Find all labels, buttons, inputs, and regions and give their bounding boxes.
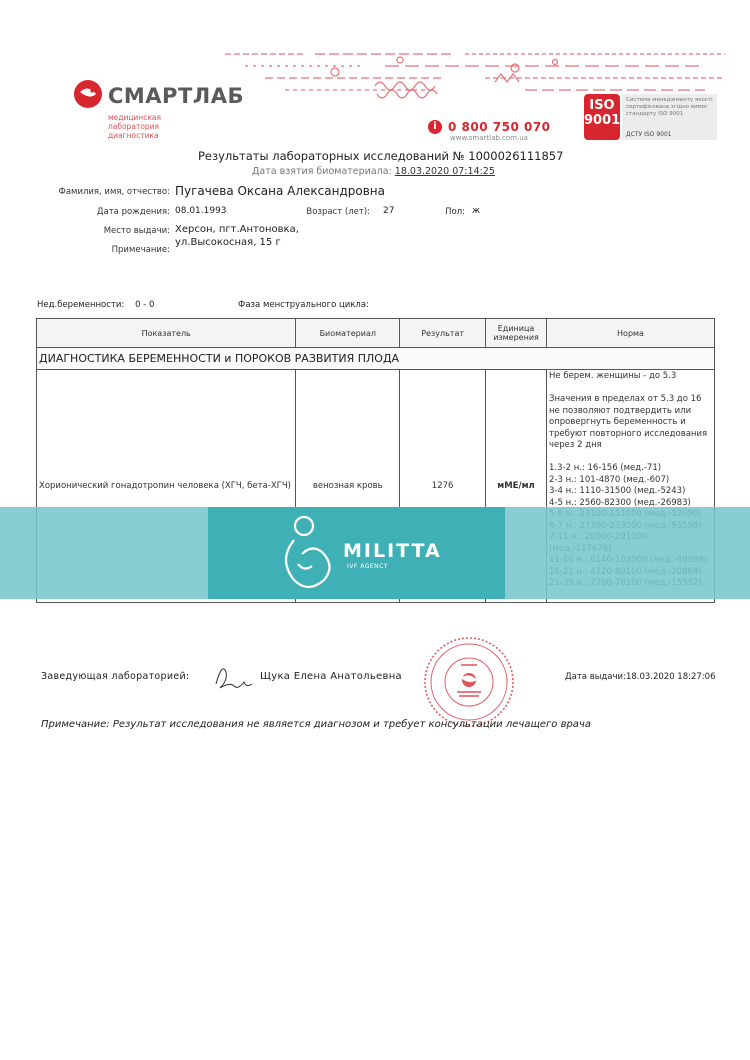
norm-line: Значения в пределах от 5.3 до 16	[549, 394, 702, 404]
patient-name: Пугачева Оксана Александровна	[175, 184, 385, 198]
iso-dstu: ДСТУ ISO 9001	[626, 131, 672, 138]
signature-image	[210, 660, 255, 694]
smartlab-logo-icon	[72, 78, 104, 110]
sample-date-label: Дата взятия биоматериала:	[252, 166, 392, 177]
militta-logo-icon	[272, 512, 338, 596]
column-header: Результат	[400, 319, 486, 348]
norm-line	[549, 452, 712, 464]
section-title: ДИАГНОСТИКА БЕРЕМЕННОСТИ и ПОРОКОВ РАЗВИТИЯ ПЛОДА	[37, 348, 715, 370]
watermark-sub: IVF AGENCY	[347, 563, 388, 570]
norm-line: не позволяют подтвердить или	[549, 405, 692, 416]
sample-date-value: 18.03.2020 07:14:25	[394, 166, 495, 177]
pregnancy-weeks-value: 0 - 0	[135, 300, 155, 310]
place-label: Место выдачи:	[103, 226, 170, 236]
unit-cell: мМЕ/мл	[486, 370, 547, 603]
head-of-lab-name: Щука Елена Анатольевна	[260, 671, 402, 682]
pregnancy-weeks-label: Нед.беременности:	[37, 300, 125, 310]
norm-line	[549, 383, 712, 395]
patient-age: 27	[383, 206, 395, 216]
place-line-2: ул.Высокосная, 15 г	[175, 237, 281, 248]
column-header: Единица измерения	[486, 319, 547, 348]
info-icon: i	[428, 120, 442, 134]
age-label: Возраст (лет):	[306, 207, 370, 217]
watermark-name: MILITTA	[343, 540, 442, 562]
norm-line: 1.3-2 н.: 16-156 (мед.-71)	[549, 463, 662, 473]
lab-phone: 0 800 750 070	[448, 120, 551, 134]
report-title: Результаты лабораторных исследований № 1000026111857	[198, 149, 564, 163]
norm-line: 4-5 н.: 2560-82300 (мед.-26983)	[549, 497, 691, 508]
norm-line: через 2 дня	[549, 440, 602, 450]
issue-date-value: 18.03.2020 18:27:06	[625, 672, 716, 682]
iso-text: Система менеджменту якості сертифікована згідно вимог стандарту ISO 9001	[626, 97, 713, 117]
column-header: Показатель	[37, 319, 296, 348]
norm-line: требуют повторного исследования	[549, 428, 708, 439]
issue-date-label: Дата выдачи:	[565, 672, 626, 682]
cycle-phase-label: Фаза менструального цикла:	[238, 300, 369, 310]
table-header-row	[37, 319, 715, 348]
brand-name: СМАРТЛАБ	[108, 84, 244, 108]
sample-date-row	[252, 166, 495, 177]
patient-dob: 08.01.1993	[175, 206, 227, 216]
brand-tagline: медицинская лаборатория диагностика	[108, 113, 161, 140]
norm-line: Не берем. женщины - до 5.3	[549, 371, 677, 381]
norm-line: опровергнуть беременность и	[549, 417, 686, 427]
indicator-cell: Хорионический гонадотропин человека (ХГЧ, бета-ХГЧ)	[37, 370, 296, 603]
norm-line: 3-4 н.: 1110-31500 (мед.-5243)	[549, 486, 686, 496]
place-line-1: Херсон, пгт.Антоновка,	[175, 224, 299, 235]
biomaterial-cell: венозная кровь	[296, 370, 400, 603]
report-footnote: Примечание: Результат исследования не является диагнозом и требует консультации лечащего врача	[41, 719, 591, 730]
column-header: Норма	[547, 319, 715, 348]
pregnancy-weeks	[37, 300, 154, 310]
lab-website: www.smartlab.com.ua	[450, 134, 528, 142]
issue-date	[565, 672, 715, 682]
sex-label: Пол:	[445, 207, 465, 217]
dob-label: Дата рождения:	[96, 207, 170, 217]
head-of-lab-label: Заведующая лабораторией:	[41, 671, 190, 682]
iso-badge: ISO 9001	[584, 94, 620, 140]
section-row	[37, 348, 715, 370]
note-label: Примечание:	[111, 245, 170, 255]
name-label: Фамилия, имя, отчество:	[58, 187, 170, 197]
lab-stamp-image	[423, 636, 515, 728]
column-header: Биоматериал	[296, 319, 400, 348]
norm-line: 2-3 н.: 101-4870 (мед.-607)	[549, 474, 670, 485]
patient-sex: ж	[472, 206, 481, 216]
result-cell: 1276	[400, 370, 486, 603]
